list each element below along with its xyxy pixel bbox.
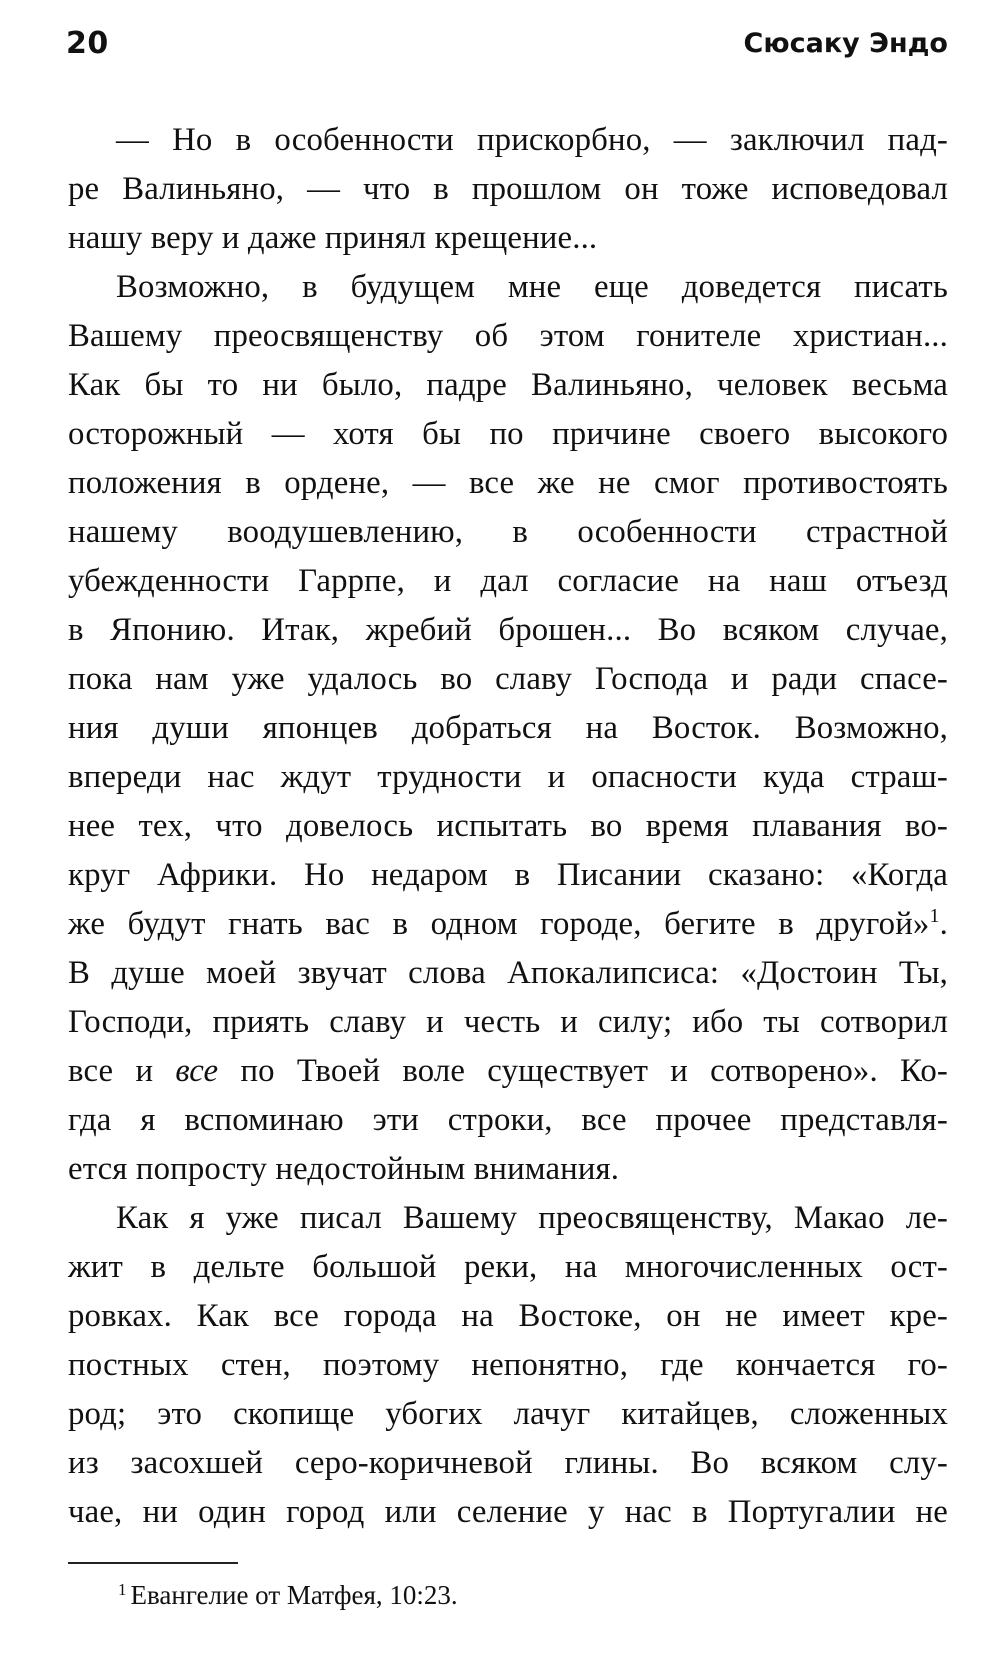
text-line: круг Африки. Но недаром в Писании сказано: «Когда (68, 857, 948, 893)
italic-word: все (175, 1053, 219, 1089)
text-line: ется попросту недостойным внимания. (68, 1151, 620, 1187)
text-line: Господи, приять славу и честь и силу; ибо ты сотворил (68, 1004, 948, 1040)
text-segment: . (939, 906, 948, 942)
text-line: Как бы то ни было, падре Валиньяно, человек весьма (68, 367, 948, 403)
footnote-marker: 1 (118, 1580, 127, 1599)
text-line: нашу веру и даже принял крещение... (68, 220, 598, 256)
text-line-with-footnote (68, 900, 948, 949)
text-line-with-italic (68, 1047, 948, 1096)
text-line: осторожный — хотя бы по причине своего высокого (68, 416, 948, 452)
text-line: нее тех, что довелось испытать во время плавания во- (68, 808, 948, 844)
text-line: жит в дельте большой реки, на многочисленных ост- (68, 1249, 948, 1285)
text-line: В душе моей звучат слова Апокалипсиса: «Достоин Ты, (68, 955, 948, 991)
text-line: убежденности Гаррпе, и дал согласие на наш отъезд (68, 563, 948, 599)
text-segment: же будут гнать вас в одном городе, бегите в другой» (68, 906, 930, 942)
page-header (66, 26, 948, 70)
text-line: род; это скопище убогих лачуг китайцев, сложенных (68, 1396, 948, 1432)
text-segment: по Твоей воле существует и сотворено». Ко- (218, 1053, 948, 1089)
text-line: ния души японцев добраться на Восток. Возможно, (68, 710, 948, 746)
text-line: чае, ни один город или селение у нас в Португалии не (68, 1494, 948, 1530)
text-line: положения в ордене, — все же не смог противостоять (68, 465, 948, 501)
text-line: Вашему преосвященству об этом гонителе христиан... (68, 318, 948, 354)
footnote-reference: 1 (929, 905, 940, 927)
footnote (118, 1578, 458, 1612)
text-line: ровках. Как все города на Востоке, он не имеет кре- (68, 1298, 948, 1334)
text-line: Как я уже писал Вашему преосвященству, Макао ле- (116, 1200, 948, 1236)
body-text (68, 116, 948, 1537)
text-line: гда я вспоминаю эти строки, все прочее представля- (68, 1102, 948, 1138)
text-line: — Но в особенности прискорбно, — заключил пад- (116, 122, 948, 158)
text-line: Возможно, в будущем мне еще доведется писать (116, 269, 948, 305)
page-number: 20 (66, 26, 109, 61)
text-segment: все и (68, 1053, 176, 1089)
text-line: постных стен, поэтому непонятно, где кончается го- (68, 1347, 948, 1383)
text-line: ре Валиньяно, — что в прошлом он тоже исповедовал (68, 171, 948, 207)
footnote-text: Евангелие от Матфея, 10:23. (130, 1580, 458, 1610)
text-line: впереди нас ждут трудности и опасности куда страш- (68, 759, 948, 795)
text-line: нашему воодушевлению, в особенности страстной (68, 514, 948, 550)
text-line: пока нам уже удалось во славу Господа и ради спасе- (68, 661, 948, 697)
text-line: в Японию. Итак, жребий брошен... Во всяком случае, (68, 612, 948, 648)
text-line: из засохшей серо-коричневой глины. Во всяком слу- (68, 1445, 948, 1481)
running-title: Сюсаку Эндо (743, 28, 948, 59)
footnote-divider (68, 1562, 238, 1564)
